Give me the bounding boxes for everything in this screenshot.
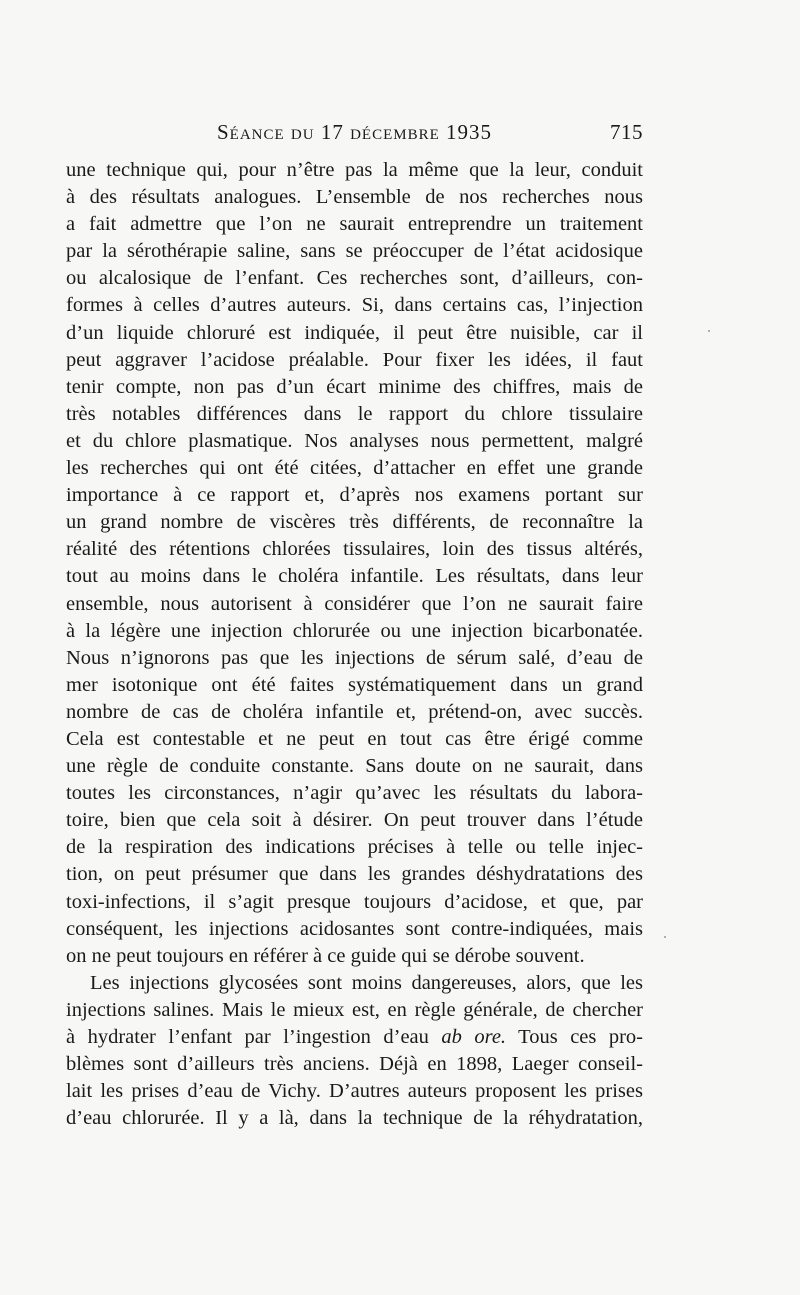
text-line: mer isotonique ont été faites systématiquement dans un grand [66, 673, 643, 696]
text-line: a fait admettre que l’on ne saurait entreprendre un traitement [66, 213, 643, 236]
text-line: lait les prises d’eau de Vichy. D’autres auteurs proposent les prises [66, 1080, 643, 1103]
text-line: Cela est contestable et ne peut en tout cas être érigé comme [66, 727, 643, 750]
body-text [66, 157, 643, 1132]
paper-speck [708, 330, 710, 332]
text-line: une technique qui, pour n’être pas la même que la leur, conduit [66, 159, 643, 181]
text-fragment: à hydrater l’enfant par l’ingestion d’eau [66, 1026, 442, 1048]
text-line: une règle de conduite constante. Sans doute on ne saurait, dans [66, 755, 643, 778]
text-line: nombre de cas de choléra infantile et, prétend-on, avec succès. [66, 700, 643, 723]
text-line: toire, bien que cela soit à désirer. On peut trouver dans l’étude [66, 809, 643, 832]
paragraph-1 [66, 157, 643, 970]
text-line: les recherches qui ont été citées, d’attacher en effet une grande [66, 457, 643, 480]
text-line: d’eau chlorurée. Il y a là, dans la technique de la réhydratation, [66, 1107, 643, 1130]
text-line: peut aggraver l’acidose préalable. Pour fixer les idées, il faut [66, 348, 643, 371]
text-line: ou alcalosique de l’enfant. Ces recherches sont, d’ailleurs, con- [66, 267, 643, 290]
text-line: très notables différences dans le rapport du chlore tissulaire [66, 402, 643, 425]
text-fragment: Tous ces pro- [506, 1026, 643, 1048]
text-line: d’un liquide chloruré est indiquée, il peut être nuisible, car il [66, 321, 643, 344]
text-line: à la légère une injection chlorurée ou une injection bicarbonatée. [66, 619, 643, 642]
text-line: toxi-infections, il s’agit presque toujours d’acidose, et que, par [66, 890, 643, 913]
page-number: 715 [610, 120, 643, 144]
page-header [66, 120, 643, 150]
text-line: tenir compte, non pas d’un écart minime des chiffres, mais de [66, 375, 643, 398]
text-line: conséquent, les injections acidosantes sont contre-indiquées, mais [66, 917, 643, 940]
text-line: tout au moins dans le choléra infantile. Les résultats, dans leur [66, 565, 643, 588]
text-line: Nous n’ignorons pas que les injections de sérum salé, d’eau de [66, 646, 643, 669]
text-line: de la respiration des indications précises à telle ou telle injec- [66, 836, 643, 859]
text-line: on ne peut toujours en référer à ce guide qui se dérobe souvent. [66, 944, 585, 967]
text-line: Les injections glycosées sont moins dangereuses, alors, que les [90, 971, 643, 994]
text-line: toutes les circonstances, n’agir qu’avec les résultats du labora- [66, 782, 643, 805]
text-line: un grand nombre de viscères très différents, de reconnaître la [66, 511, 643, 534]
text-line: ensemble, nous autorisent à considérer que l’on ne saurait faire [66, 592, 643, 615]
paragraph-2 [66, 970, 643, 1133]
text-line: importance à ce rapport et, d’après nos examens portant sur [66, 484, 643, 507]
text-line: formes à celles d’autres auteurs. Si, dans certains cas, l’injection [66, 294, 643, 317]
running-head: Séance du 17 décembre 1935 [216, 120, 492, 144]
text-line: et du chlore plasmatique. Nos analyses nous permettent, malgré [66, 429, 643, 452]
text-line: à des résultats analogues. L’ensemble de nos recherches nous [66, 186, 643, 209]
italic-latin-phrase: ab ore. [441, 1026, 507, 1048]
text-line: réalité des rétentions chlorées tissulaires, loin des tissus altérés, [66, 538, 643, 561]
text-line: blèmes sont d’ailleurs très anciens. Déjà en 1898, Laeger conseil- [66, 1053, 643, 1076]
text-line: tion, on peut présumer que dans les grandes déshydratations des [66, 863, 643, 886]
paper-speck [664, 936, 666, 938]
text-line [66, 1024, 643, 1051]
text-line: par la sérothérapie saline, sans se préoccuper de l’état acidosique [66, 240, 643, 263]
text-line: injections salines. Mais le mieux est, en règle générale, de chercher [66, 998, 643, 1021]
